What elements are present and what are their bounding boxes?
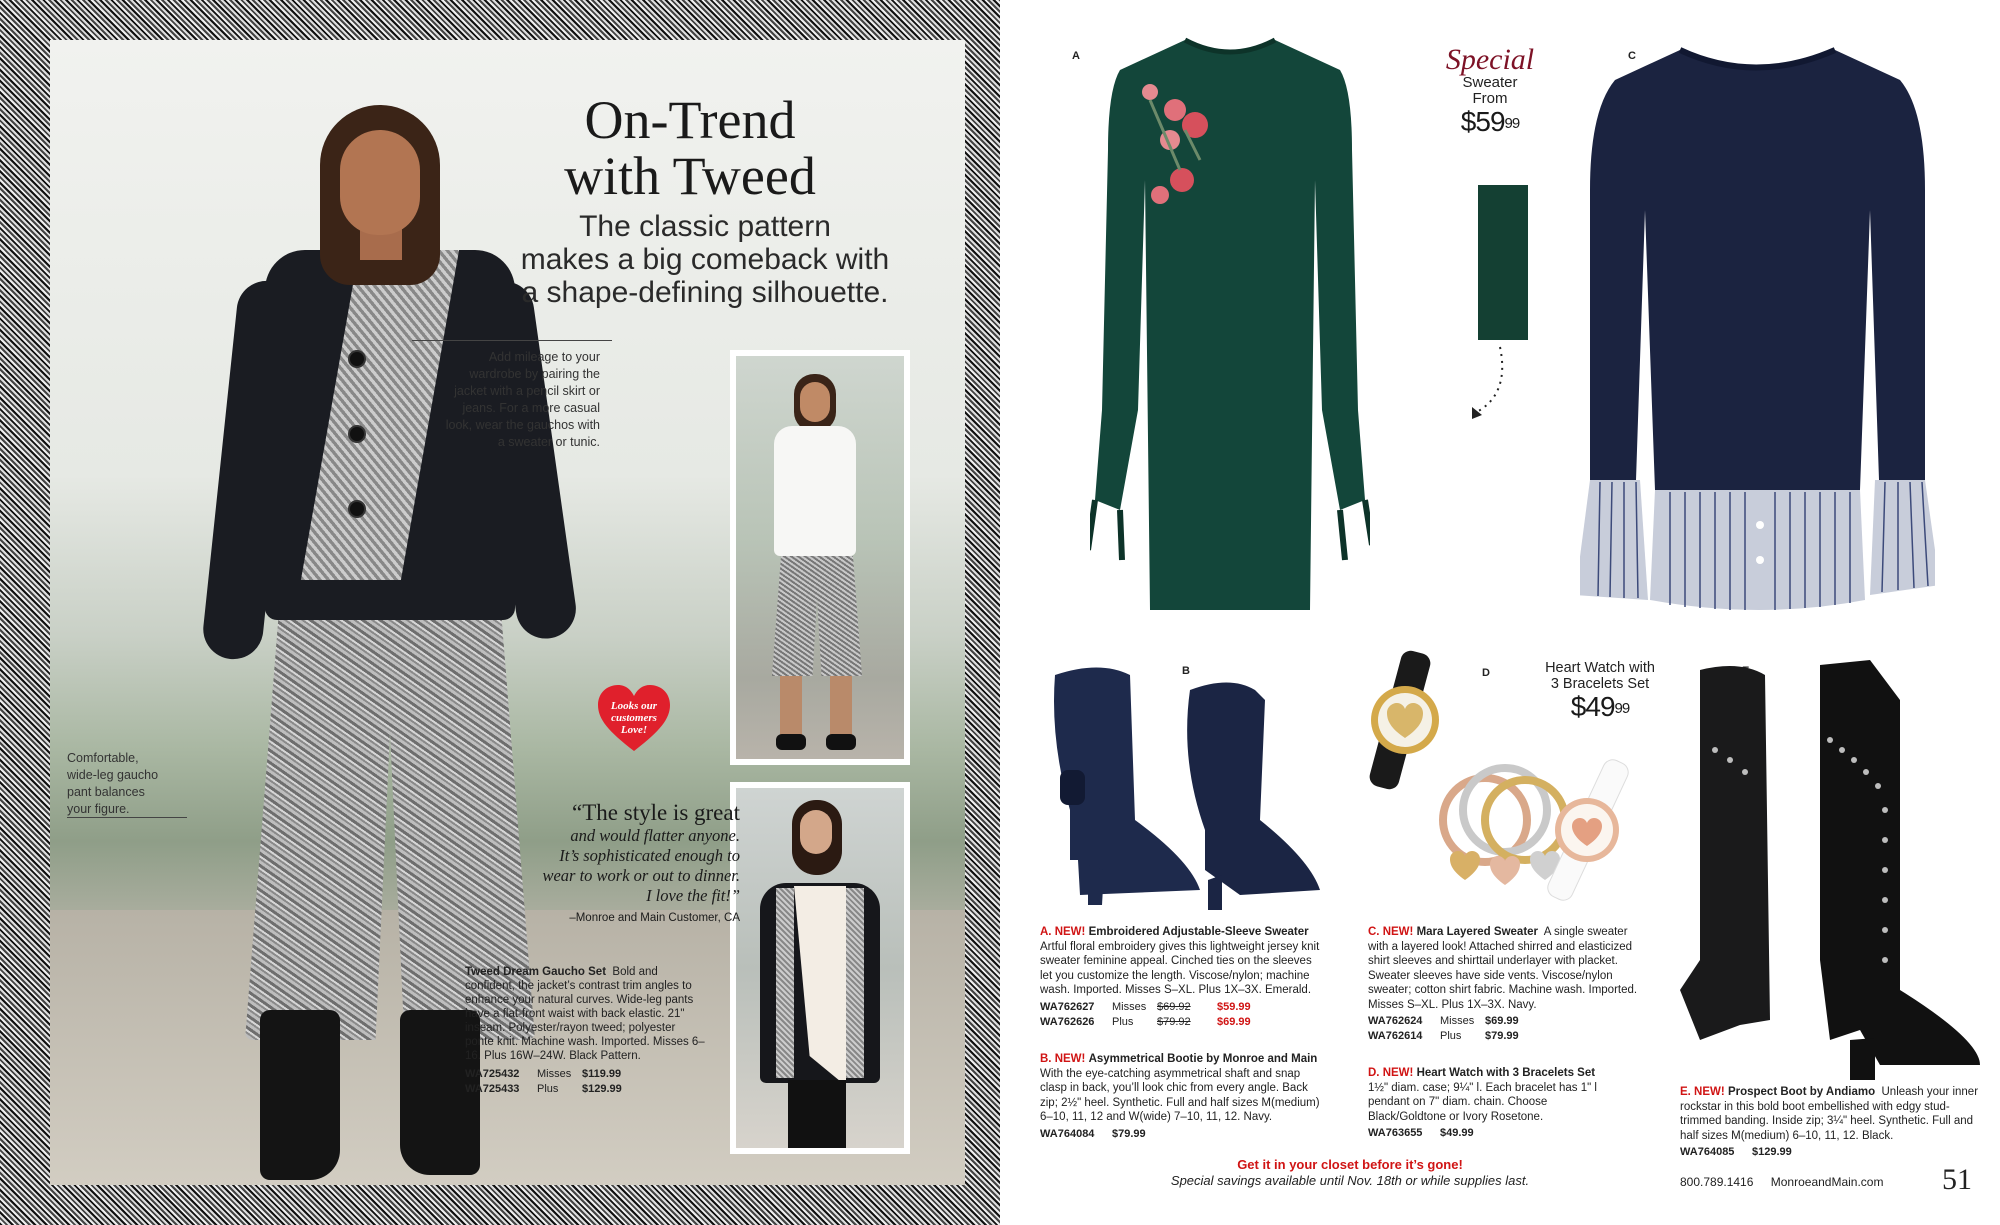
item-copy: A single sweater with a layered look! Attached shirred and elasticized shirt sleeves and shirttail underlayer with placket. Sweater sleeves have side vents. Viscose/nylon sweater; cotton shirt fabric. Machine wash. Imported. Misses S–XL. Plus 1X–3X. Navy. — [1368, 926, 1638, 1011]
new-badge: B. NEW! — [1040, 1053, 1086, 1065]
page-number: 51 — [1942, 1163, 1972, 1196]
price-cents: 99 — [1614, 700, 1630, 717]
watch-title: 3 Bracelets Set — [1550, 676, 1650, 692]
sku-code: WA762626 — [1040, 1015, 1095, 1028]
sku-code: WA762627 — [1040, 1000, 1095, 1013]
studded-black-boot-image — [1680, 660, 1980, 1080]
headline-line: with Tweed — [564, 146, 816, 206]
quote-line: wear to work or out to dinner. — [542, 866, 740, 885]
subhead-line: The classic pattern — [579, 210, 831, 243]
item-c-description — [1368, 925, 1643, 1044]
black-heel — [776, 734, 806, 750]
sku-price: $119.99 — [582, 1068, 622, 1080]
item-copy: With the eye-catching asymmetrical shaft and snap clasp in back, you’ll look chic from every angle. Back zip; 2½" heel. Synthetic. Full and half sizes M(medium) 6–10, 11, 12 and W(wide) 7–10, 11, 12. Navy. — [1040, 1067, 1320, 1123]
new-badge: D. NEW! — [1368, 1067, 1414, 1079]
navy-layered-sweater-image — [1580, 40, 1935, 640]
special-label: Special — [1445, 43, 1535, 76]
sku-row — [1040, 1000, 1325, 1015]
sku-price: $69.99 — [1217, 1015, 1251, 1028]
special-sub: Sweater — [1462, 74, 1518, 91]
sku-code: WA763655 — [1368, 1127, 1423, 1139]
product-description: Bold and confident, the jacket’s contrast trim angles to enhance your natural curves. Wide-leg pants have a flat-front waist with back elastic. 21" inseam. Polyester/rayon tweed; polyester ponte knit. Machine wash. Imported. Misses 6–16. Plus 16W–24W. Black Pattern. — [465, 966, 705, 1062]
price-dollars: $59 — [1460, 106, 1505, 137]
urgency-note: Special savings available until Nov. 18th or while supplies last. — [1170, 1173, 1530, 1188]
product-gaucho-set — [465, 965, 705, 1097]
model-face — [340, 130, 420, 235]
item-name: Embroidered Adjustable-Sleeve Sweater — [1088, 926, 1309, 938]
watch-title: Heart Watch with — [1545, 660, 1655, 676]
badge-line: customers — [611, 712, 657, 724]
sku-size: Misses — [537, 1068, 572, 1080]
special-sub: From — [1472, 90, 1508, 107]
sleeve-detail-image — [1478, 185, 1528, 340]
callout-rule — [67, 817, 187, 818]
sku-size: Misses — [1440, 1015, 1475, 1027]
item-d-description — [1368, 1066, 1628, 1141]
sku-size: Plus — [537, 1083, 559, 1095]
white-blouse — [774, 426, 856, 556]
tweed-trim — [846, 888, 864, 1078]
sku-code: WA725433 — [465, 1083, 520, 1095]
badge-line: Looks our — [610, 700, 658, 712]
item-name: Asymmetrical Bootie by Monroe and Main — [1088, 1053, 1318, 1065]
sku-size: Misses — [1112, 1000, 1147, 1013]
dotted-arrow-icon — [1470, 345, 1540, 425]
sku-price: $129.99 — [582, 1083, 622, 1095]
sku-row — [1368, 1126, 1628, 1141]
item-b-description — [1040, 1052, 1325, 1142]
headline-line: On-Trend — [584, 90, 796, 150]
subheadline — [480, 210, 930, 309]
subhead-line: makes a big comeback with — [520, 243, 890, 276]
quote-line: “The style is great — [572, 800, 740, 825]
jacket-button — [348, 350, 366, 368]
item-label-b: B — [1182, 665, 1190, 677]
item-copy: Unleash your inner rockstar in this bold boot embellished with edgy stud-trimmed banding. Inside zip; 3¼" heel. Synthetic. Full and half sizes M(medium) 6–10, 11, 12. Black. — [1680, 1086, 1979, 1142]
badge-line: Love! — [620, 724, 648, 736]
page-headline — [500, 92, 880, 204]
urgency-banner — [1130, 1157, 1570, 1189]
model-photo-main — [120, 60, 480, 1180]
new-badge: C. NEW! — [1368, 926, 1414, 938]
sku-price: $79.99 — [1485, 1030, 1519, 1042]
footer-website: MonroeandMain.com — [1770, 1175, 1884, 1189]
left-page — [50, 40, 965, 1185]
urgency-headline: Get it in your closet before it’s gone! — [1237, 1157, 1463, 1172]
black-boot — [260, 1010, 340, 1180]
tweed-trim — [776, 888, 794, 1078]
sku-row — [1040, 1015, 1325, 1030]
tweed-gauchos — [772, 556, 862, 676]
sku-row — [1680, 1145, 1980, 1160]
new-badge: A. NEW! — [1040, 926, 1086, 938]
product-name: Tweed Dream Gaucho Set — [465, 966, 607, 978]
price-dollars: $49 — [1570, 691, 1615, 722]
item-e-description — [1680, 1085, 1980, 1160]
sku-code: WA762614 — [1368, 1030, 1423, 1042]
item-name: Heart Watch with 3 Bracelets Set — [1416, 1067, 1596, 1079]
price-cents: 99 — [1504, 115, 1520, 132]
sku-size: Plus — [1112, 1015, 1134, 1028]
item-label-a: A — [1072, 50, 1080, 62]
sku-code: WA725432 — [465, 1068, 520, 1080]
item-copy: 1½" diam. case; 9¼" l. Each bracelet has 1" l pendant on 7" diam. chain. Choose Black/Goldtone or Ivory Rosetone. — [1368, 1081, 1597, 1123]
sku-row — [1040, 1127, 1325, 1142]
quote-attribution: –Monroe and Main Customer, CA — [569, 912, 740, 924]
page-footer — [1680, 1175, 1980, 1189]
sku-was-price: $69.92 — [1157, 1000, 1191, 1013]
heart-badge-text — [598, 700, 670, 736]
inset-model-leg — [780, 676, 802, 736]
customer-quote — [480, 800, 740, 924]
sku-code: WA762624 — [1368, 1015, 1423, 1027]
item-label-d: D — [1482, 667, 1490, 679]
inset-model-leg — [830, 676, 852, 736]
item-name: Mara Layered Sweater — [1416, 926, 1539, 938]
sku-price: $49.99 — [1440, 1127, 1474, 1139]
black-heel — [826, 734, 856, 750]
quote-line: I love the fit!” — [646, 886, 740, 905]
sku-size: Plus — [1440, 1030, 1462, 1042]
footer-phone: 800.789.1416 — [1680, 1175, 1754, 1189]
subhead-line: a shape-defining silhouette. — [521, 276, 889, 309]
inset-photo-blouse-outfit — [730, 350, 910, 765]
new-badge: E. NEW! — [1680, 1086, 1725, 1098]
sku-row — [465, 1082, 705, 1097]
sku-price: $79.99 — [1112, 1127, 1146, 1140]
quote-line: It’s sophisticated enough to — [559, 846, 740, 865]
sku-price: $129.99 — [1752, 1146, 1792, 1158]
jacket-button — [348, 425, 366, 443]
inset-photo-jacket-outfit — [730, 782, 910, 1154]
sku-code: WA764085 — [1680, 1146, 1735, 1158]
item-label-c: C — [1628, 50, 1636, 62]
divider-rule — [412, 340, 612, 341]
item-name: Prospect Boot by Andiamo — [1727, 1086, 1876, 1098]
sku-row — [1368, 1014, 1643, 1029]
sku-price: $69.99 — [1485, 1015, 1519, 1027]
inset-model-face — [800, 382, 830, 422]
sku-row — [1368, 1029, 1643, 1044]
pant-callout: Comfortable, wide-leg gaucho pant balances your figure. — [67, 751, 159, 816]
jacket-button — [348, 500, 366, 518]
sku-was-price: $79.92 — [1157, 1015, 1191, 1028]
item-a-description — [1040, 925, 1325, 1030]
navy-bootie-image — [1040, 660, 1340, 910]
inset-model-face — [800, 810, 832, 854]
quote-line: and would flatter anyone. — [570, 826, 740, 845]
sku-row — [465, 1067, 705, 1082]
sku-price: $59.99 — [1217, 1000, 1251, 1013]
black-pants — [788, 1080, 846, 1148]
styling-tip: Add mileage to your wardrobe by pairing the jacket with a pencil skirt or jeans. For a more casual look, wear the gauchos with a sweater or tunic. — [445, 350, 600, 449]
emerald-sweater-image — [1090, 30, 1370, 620]
item-copy: Artful floral embroidery gives this lightweight jersey knit sweater feminine appeal. Cinched ties on the sleeves let you customize the length. Viscose/nylon; machine wash. Imported. Misses S–XL. Plus 1X–3X. Emerald. — [1040, 940, 1320, 996]
special-price-callout — [1415, 45, 1565, 137]
heart-watch-set-image — [1355, 650, 1635, 910]
sku-code: WA764084 — [1040, 1127, 1095, 1140]
special-price — [1415, 107, 1565, 137]
